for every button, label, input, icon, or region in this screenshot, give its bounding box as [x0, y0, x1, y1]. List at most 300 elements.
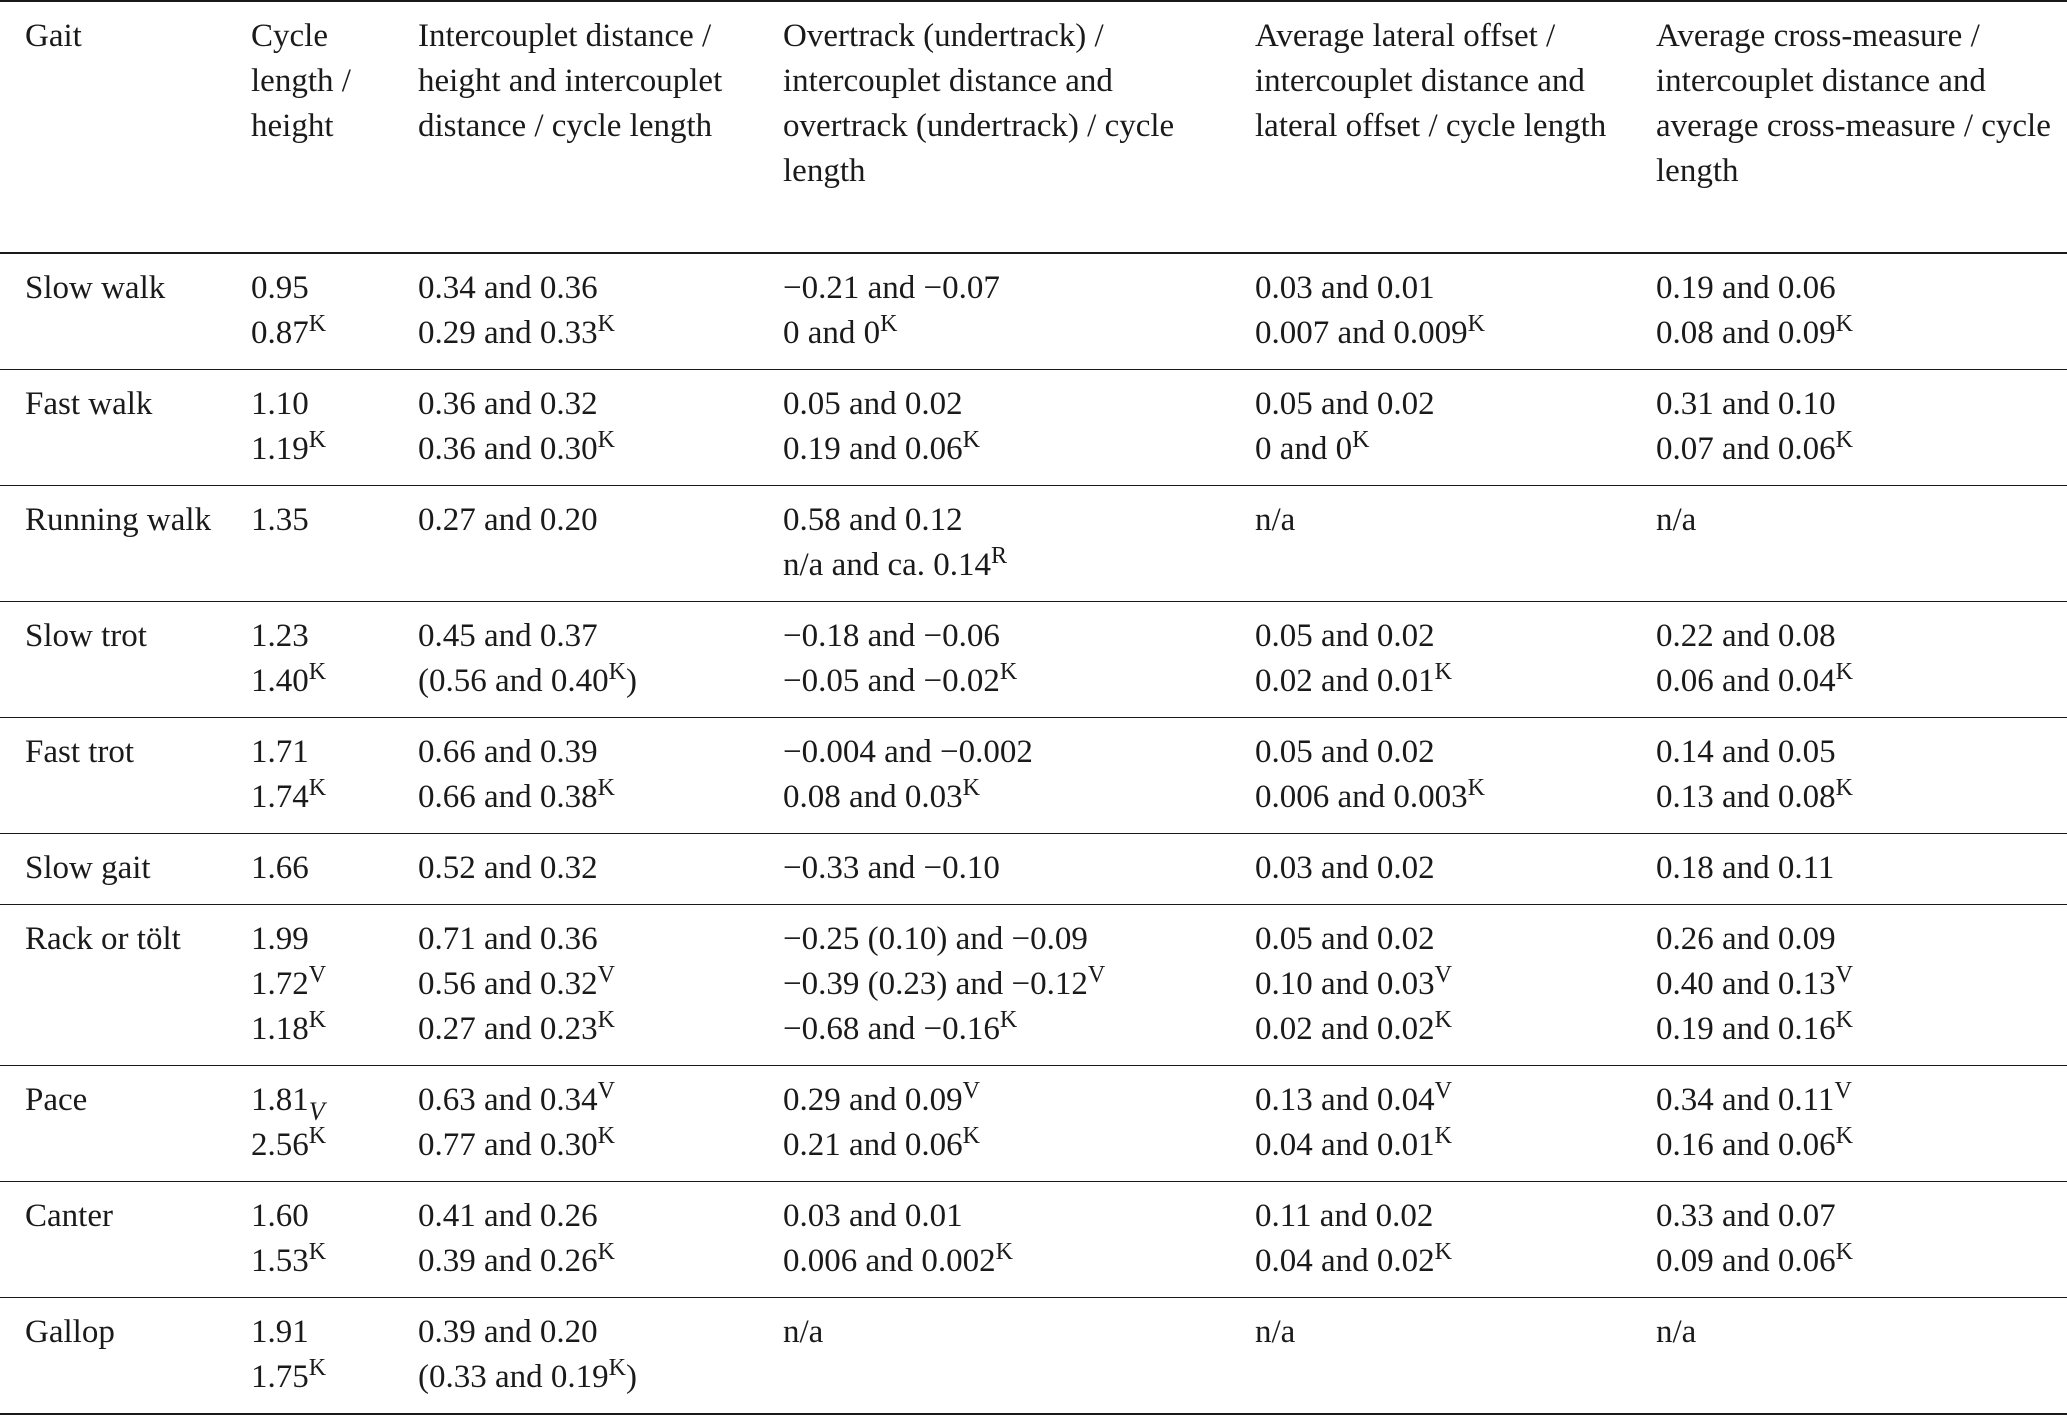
cell-value: 1.10	[251, 386, 309, 422]
cell-line	[1255, 846, 1623, 891]
cell-line	[418, 427, 750, 472]
cell-line	[1255, 614, 1623, 659]
cell-cross-measure	[1631, 1298, 2067, 1415]
cell-line	[251, 1078, 385, 1126]
cell-value: 0.29 and 0.09	[783, 1082, 963, 1118]
superscript-mark: K	[962, 427, 980, 453]
superscript-mark: K	[308, 311, 327, 337]
header-row	[0, 1, 2067, 253]
superscript-mark: K	[1434, 659, 1452, 685]
cell-value: 0.29 and 0.33	[418, 315, 598, 351]
cell-line	[1656, 427, 2059, 472]
cell-value: −0.25 (0.10) and −0.09	[783, 921, 1088, 957]
cell-gait: Fast walk	[25, 386, 153, 422]
cell-line	[251, 427, 385, 472]
cell-overtrack	[758, 253, 1230, 370]
superscript-mark: K	[597, 1123, 615, 1149]
cell-line	[1255, 775, 1623, 820]
cell-cross-measure	[1631, 370, 2067, 486]
subscript-mark: V	[308, 1097, 325, 1126]
cell-value: 0.33 and 0.07	[1656, 1198, 1836, 1234]
cell-intercouplet-distance	[393, 486, 758, 602]
cell-line	[1656, 1123, 2059, 1168]
cell-value: 0.03 and 0.01	[1255, 270, 1435, 306]
cell-overtrack	[758, 1182, 1230, 1298]
cell-line	[251, 846, 385, 891]
superscript-mark: V	[1834, 1078, 1852, 1104]
table-row	[0, 718, 2067, 834]
cell-value: 0.22 and 0.08	[1656, 618, 1836, 654]
table-row	[0, 834, 2067, 905]
superscript-mark: K	[1835, 311, 1853, 337]
cell-cycle-length	[226, 718, 393, 834]
cell-value: 0.41 and 0.26	[418, 1198, 598, 1234]
superscript-mark: V	[1835, 962, 1853, 988]
cell-line	[1255, 498, 1623, 543]
cell-line	[783, 1007, 1222, 1052]
header-cross-measure: Average cross-measure / intercouplet distance and average cross-measure / cycle length	[1656, 18, 2051, 189]
cell-line	[251, 311, 385, 356]
table-body	[0, 253, 2067, 1414]
cell-overtrack	[758, 486, 1230, 602]
cell-line	[251, 1194, 385, 1239]
cell-value: 0.26 and 0.09	[1656, 921, 1836, 957]
cell-value: 0.36 and 0.32	[418, 386, 598, 422]
cell-cycle-length	[226, 1298, 393, 1415]
cell-value: 0.03 and 0.02	[1255, 850, 1435, 886]
superscript-mark: K	[1434, 1239, 1452, 1265]
cell-line	[1656, 498, 2059, 543]
cell-value: 0.05 and 0.02	[1255, 734, 1435, 770]
cell-line	[1656, 962, 2059, 1007]
cell-line	[783, 498, 1222, 543]
cell-value: n/a	[783, 1314, 824, 1350]
table-row	[0, 370, 2067, 486]
cell-cross-measure	[1631, 1066, 2067, 1182]
cell-gait: Gallop	[25, 1314, 115, 1350]
cell-overtrack	[758, 1066, 1230, 1182]
cell-value: 0.34 and 0.36	[418, 270, 598, 306]
cell-line	[418, 917, 750, 962]
cell-line	[783, 614, 1222, 659]
cell-cycle-length	[226, 370, 393, 486]
cell-line	[1255, 1239, 1623, 1284]
cell-value: 1.53	[251, 1243, 309, 1279]
cell-line	[251, 962, 385, 1007]
superscript-mark: K	[999, 1007, 1018, 1033]
cell-lateral-offset	[1230, 370, 1631, 486]
cell-value: 0.05 and 0.02	[1255, 618, 1435, 654]
cell-value: 0.04 and 0.01	[1255, 1127, 1435, 1163]
cell-value: 0.52 and 0.32	[418, 850, 598, 886]
cell-intercouplet-distance	[393, 1182, 758, 1298]
cell-value: 1.18	[251, 1011, 309, 1047]
cell-line	[783, 1239, 1222, 1284]
superscript-mark: K	[608, 659, 626, 685]
superscript-mark: K	[597, 775, 615, 801]
cell-value: 1.75	[251, 1359, 309, 1395]
cell-overtrack	[758, 370, 1230, 486]
cell-line	[1656, 614, 2059, 659]
cell-line	[783, 427, 1222, 472]
cell-line	[1255, 266, 1623, 311]
cell-line	[251, 1355, 385, 1400]
superscript-mark: R	[991, 543, 1008, 569]
cell-cross-measure	[1631, 718, 2067, 834]
cell-value: 0.05 and 0.02	[783, 386, 963, 422]
header-overtrack: Overtrack (undertrack) / intercouplet distance and overtrack (undertrack) / cycle length	[783, 18, 1175, 189]
cell-value: 0.03 and 0.01	[783, 1198, 963, 1234]
superscript-mark: K	[1352, 427, 1370, 453]
cell-line	[251, 498, 385, 543]
cell-value: 0.31 and 0.10	[1656, 386, 1836, 422]
superscript-mark: K	[962, 775, 980, 801]
cell-value: −0.68 and −0.16	[783, 1011, 1000, 1047]
superscript-mark: K	[962, 1123, 980, 1149]
cell-line	[783, 1310, 1222, 1355]
cell-value: 0.56 and 0.32	[418, 966, 598, 1002]
cell-value: 1.91	[251, 1314, 309, 1350]
superscript-mark: K	[1835, 659, 1853, 685]
cell-value: −0.33 and −0.10	[783, 850, 1000, 886]
superscript-mark: K	[1835, 1239, 1853, 1265]
cell-value: −0.05 and −0.02	[783, 663, 1000, 699]
cell-line	[1656, 917, 2059, 962]
superscript-mark: K	[1835, 1123, 1853, 1149]
superscript-mark: V	[1434, 1078, 1452, 1104]
superscript-mark: K	[308, 1007, 327, 1033]
cell-value: 0.71 and 0.36	[418, 921, 598, 957]
cell-value: n/a and ca. 0.14	[783, 547, 992, 583]
cell-cycle-length	[226, 253, 393, 370]
cell-value: −0.21 and −0.07	[783, 270, 1000, 306]
cell-overtrack	[758, 718, 1230, 834]
cell-value: 0.95	[251, 270, 309, 306]
superscript-mark: V	[597, 1078, 615, 1104]
cell-line	[1255, 730, 1623, 775]
cell-gait: Slow walk	[25, 270, 166, 306]
superscript-mark: K	[1835, 427, 1853, 453]
table-row	[0, 1298, 2067, 1415]
superscript-mark: K	[597, 1239, 615, 1265]
cell-line	[1255, 1123, 1623, 1168]
cell-line	[1255, 1310, 1623, 1355]
cell-value: n/a	[1656, 502, 1697, 538]
cell-lateral-offset	[1230, 1182, 1631, 1298]
cell-line	[418, 614, 750, 659]
cell-value: 0.06 and 0.04	[1656, 663, 1836, 699]
cell-line	[1656, 775, 2059, 820]
cell-value: 0.13 and 0.04	[1255, 1082, 1435, 1118]
cell-value: 0.05 and 0.02	[1255, 386, 1435, 422]
superscript-mark: K	[597, 427, 615, 453]
cell-value: 0.07 and 0.06	[1656, 431, 1836, 467]
cell-lateral-offset	[1230, 718, 1631, 834]
cell-line	[1656, 1239, 2059, 1284]
cell-line	[418, 962, 750, 1007]
cell-value: 1.23	[251, 618, 309, 654]
superscript-mark: K	[597, 1007, 615, 1033]
cell-cross-measure	[1631, 1182, 2067, 1298]
cell-value: 0.08 and 0.09	[1656, 315, 1836, 351]
cell-value: 0.21 and 0.06	[783, 1127, 963, 1163]
cell-intercouplet-distance	[393, 718, 758, 834]
cell-value: −0.39 (0.23) and −0.12	[783, 966, 1088, 1002]
cell-value: 0.05 and 0.02	[1255, 921, 1435, 957]
superscript-mark: K	[308, 1355, 327, 1381]
cell-value: 0.11 and 0.02	[1255, 1198, 1434, 1234]
table-row	[0, 486, 2067, 602]
cell-intercouplet-distance	[393, 370, 758, 486]
cell-value: −0.004 and −0.002	[783, 734, 1033, 770]
cell-line	[251, 382, 385, 427]
cell-cycle-length	[226, 1182, 393, 1298]
superscript-mark: K	[308, 775, 327, 801]
cell-line	[418, 1194, 750, 1239]
cell-line	[418, 266, 750, 311]
table-row	[0, 253, 2067, 370]
cell-lateral-offset	[1230, 1066, 1631, 1182]
cell-value: 0.006 and 0.002	[783, 1243, 996, 1279]
cell-value: 0.63 and 0.34	[418, 1082, 598, 1118]
table-header	[0, 1, 2067, 253]
cell-cycle-length	[226, 834, 393, 905]
cell-value: 0.14 and 0.05	[1656, 734, 1836, 770]
cell-lateral-offset	[1230, 602, 1631, 718]
cell-cross-measure	[1631, 486, 2067, 602]
cell-line	[1656, 846, 2059, 891]
cell-gait: Slow trot	[25, 618, 147, 654]
cell-intercouplet-distance	[393, 253, 758, 370]
cell-value: 0.39 and 0.20	[418, 1314, 598, 1350]
cell-line	[783, 1194, 1222, 1239]
cell-overtrack	[758, 834, 1230, 905]
cell-cross-measure	[1631, 602, 2067, 718]
cell-value: 0.36 and 0.30	[418, 431, 598, 467]
cell-line	[418, 1007, 750, 1052]
cell-line	[251, 730, 385, 775]
cell-value: 0.58 and 0.12	[783, 502, 963, 538]
cell-line	[418, 1239, 750, 1284]
superscript-mark: K	[597, 311, 615, 337]
cell-value: 0.66 and 0.39	[418, 734, 598, 770]
cell-line	[783, 266, 1222, 311]
table-row	[0, 905, 2067, 1066]
cell-line	[1255, 311, 1623, 356]
cell-cycle-length	[226, 602, 393, 718]
cell-line	[251, 775, 385, 820]
cell-line	[783, 311, 1222, 356]
cell-value: n/a	[1656, 1314, 1697, 1350]
cell-line	[418, 846, 750, 891]
cell-value: 0.08 and 0.03	[783, 779, 963, 815]
cell-value: 0.16 and 0.06	[1656, 1127, 1836, 1163]
cell-line	[783, 775, 1222, 820]
cell-cross-measure	[1631, 253, 2067, 370]
cell-value: −0.18 and −0.06	[783, 618, 1000, 654]
cell-value: 0 and 0	[783, 315, 881, 351]
cell-line	[1656, 1007, 2059, 1052]
cell-line	[418, 311, 750, 356]
cell-gait: Rack or tölt	[25, 921, 181, 957]
cell-cross-measure	[1631, 905, 2067, 1066]
cell-value: (0.33 and 0.19	[418, 1359, 609, 1395]
cell-value: (0.56 and 0.40	[418, 663, 609, 699]
cell-line	[1255, 1007, 1623, 1052]
cell-value: 1.40	[251, 663, 309, 699]
cell-value: 0.13 and 0.08	[1656, 779, 1836, 815]
cell-line	[418, 498, 750, 543]
cell-value: 1.72	[251, 966, 309, 1002]
header-gait: Gait	[25, 18, 82, 54]
cell-line	[1255, 1078, 1623, 1123]
cell-value: 0.09 and 0.06	[1656, 1243, 1836, 1279]
cell-line	[251, 614, 385, 659]
cell-cycle-length	[226, 1066, 393, 1182]
cell-line	[1656, 659, 2059, 704]
cell-overtrack	[758, 1298, 1230, 1415]
cell-line	[1656, 382, 2059, 427]
cell-line	[251, 917, 385, 962]
cell-line	[1255, 962, 1623, 1007]
superscript-mark: V	[1434, 962, 1452, 988]
cell-line	[1255, 1194, 1623, 1239]
cell-line	[1656, 1310, 2059, 1355]
cell-intercouplet-distance	[393, 1066, 758, 1182]
cell-lateral-offset	[1230, 905, 1631, 1066]
header-intercouplet-distance: Intercouplet distance / height and intercouplet distance / cycle length	[418, 18, 723, 144]
cell-value: 0.45 and 0.37	[418, 618, 598, 654]
superscript-mark: K	[1835, 1007, 1853, 1033]
cell-value: n/a	[1255, 1314, 1296, 1350]
table-row	[0, 1066, 2067, 1182]
superscript-mark: K	[1434, 1123, 1452, 1149]
cell-cycle-length	[226, 905, 393, 1066]
cell-value: 1.19	[251, 431, 309, 467]
cell-line	[418, 1310, 750, 1355]
cell-value: 0.18 and 0.11	[1656, 850, 1835, 886]
cell-line	[783, 1123, 1222, 1168]
cell-line	[1255, 659, 1623, 704]
superscript-mark: V	[597, 962, 615, 988]
cell-value: 1.35	[251, 502, 309, 538]
superscript-mark: V	[1087, 962, 1106, 988]
cell-line	[783, 846, 1222, 891]
cell-value: 1.60	[251, 1198, 309, 1234]
superscript-mark: K	[999, 659, 1018, 685]
cell-intercouplet-distance	[393, 1298, 758, 1415]
cell-cross-measure	[1631, 834, 2067, 905]
superscript-mark: K	[1467, 311, 1485, 337]
cell-lateral-offset	[1230, 1298, 1631, 1415]
superscript-mark: K	[308, 427, 327, 453]
cell-line	[418, 1355, 750, 1400]
cell-line	[783, 962, 1222, 1007]
cell-line	[783, 917, 1222, 962]
cell-line	[1255, 427, 1623, 472]
superscript-mark: K	[608, 1355, 626, 1381]
cell-line	[1656, 1078, 2059, 1123]
cell-intercouplet-distance	[393, 905, 758, 1066]
closing-paren: )	[625, 663, 637, 699]
cell-gait: Canter	[25, 1198, 113, 1234]
cell-value: 0.39 and 0.26	[418, 1243, 598, 1279]
cell-value: 0.19 and 0.16	[1656, 1011, 1836, 1047]
cell-gait: Fast trot	[25, 734, 135, 770]
cell-line	[251, 1310, 385, 1355]
cell-value: 0.04 and 0.02	[1255, 1243, 1435, 1279]
cell-lateral-offset	[1230, 486, 1631, 602]
table-row	[0, 1182, 2067, 1298]
superscript-mark: K	[1467, 775, 1485, 801]
cell-value: 1.81	[251, 1082, 309, 1118]
cell-value: 0.19 and 0.06	[1656, 270, 1836, 306]
cell-value: 0.007 and 0.009	[1255, 315, 1468, 351]
cell-gait: Running walk	[25, 502, 212, 538]
cell-value: 1.74	[251, 779, 309, 815]
header-lateral-offset: Average lateral offset / intercouplet distance and lateral offset / cycle length	[1255, 18, 1607, 144]
superscript-mark: K	[880, 311, 898, 337]
cell-line	[783, 659, 1222, 704]
cell-line	[251, 266, 385, 311]
cell-line	[1255, 917, 1623, 962]
cell-line	[418, 1123, 750, 1168]
cell-lateral-offset	[1230, 253, 1631, 370]
cell-value: 0.34 and 0.11	[1656, 1082, 1835, 1118]
superscript-mark: K	[308, 659, 327, 685]
cell-intercouplet-distance	[393, 602, 758, 718]
cell-line	[418, 1078, 750, 1123]
cell-line	[1255, 382, 1623, 427]
superscript-mark: K	[308, 1123, 327, 1149]
superscript-mark: V	[308, 962, 327, 988]
cell-value: 0.77 and 0.30	[418, 1127, 598, 1163]
cell-value: n/a	[1255, 502, 1296, 538]
cell-gait: Pace	[25, 1082, 88, 1118]
superscript-mark: V	[962, 1078, 980, 1104]
cell-line	[418, 775, 750, 820]
cell-value: 0.66 and 0.38	[418, 779, 598, 815]
cell-line	[1656, 311, 2059, 356]
cell-value: 0.87	[251, 315, 309, 351]
superscript-mark: K	[1434, 1007, 1452, 1033]
cell-line	[418, 659, 750, 704]
cell-overtrack	[758, 905, 1230, 1066]
cell-value: 0.006 and 0.003	[1255, 779, 1468, 815]
cell-value: 0.19 and 0.06	[783, 431, 963, 467]
cell-value: 1.66	[251, 850, 309, 886]
cell-value: 0.02 and 0.02	[1255, 1011, 1435, 1047]
cell-value: 0.10 and 0.03	[1255, 966, 1435, 1002]
cell-value: 1.99	[251, 921, 309, 957]
cell-line	[783, 543, 1222, 588]
cell-line	[783, 382, 1222, 427]
cell-line	[418, 730, 750, 775]
cell-value: 2.56	[251, 1127, 309, 1163]
cell-value: 0.02 and 0.01	[1255, 663, 1435, 699]
cell-line	[1656, 1194, 2059, 1239]
superscript-mark: K	[995, 1239, 1013, 1265]
cell-line	[1656, 266, 2059, 311]
cell-line	[251, 659, 385, 704]
header-cycle-length: Cycle length / height	[251, 18, 351, 144]
cell-value: 0.40 and 0.13	[1656, 966, 1836, 1002]
cell-cycle-length	[226, 486, 393, 602]
cell-value: 1.71	[251, 734, 309, 770]
cell-line	[783, 1078, 1222, 1123]
superscript-mark: K	[1835, 775, 1853, 801]
cell-intercouplet-distance	[393, 834, 758, 905]
